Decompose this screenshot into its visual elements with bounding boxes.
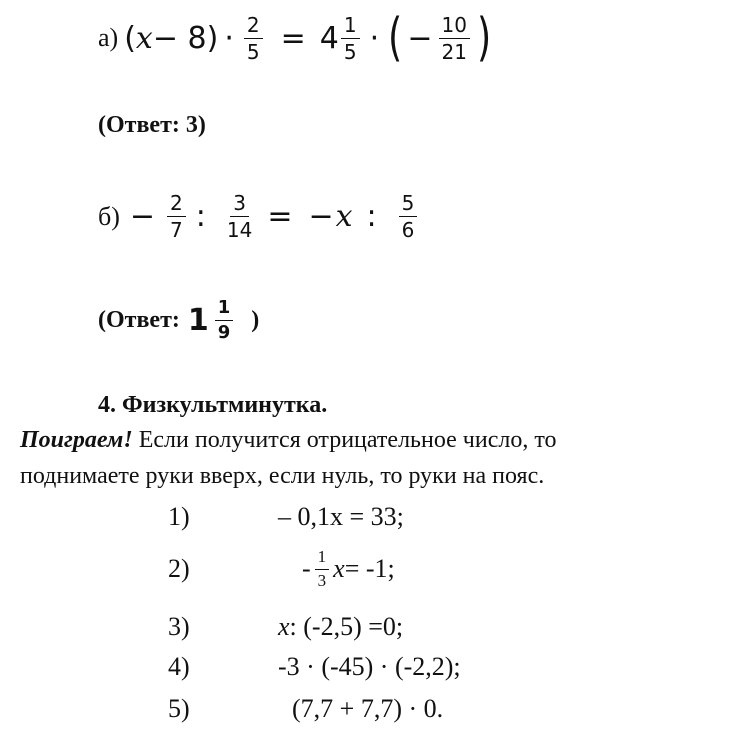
variable-x: x <box>135 20 153 56</box>
exercise-expression-rest: = -1; <box>344 554 395 584</box>
answer-a-text: (Ответ: 3) <box>98 112 206 138</box>
mixed-fraction <box>341 14 360 63</box>
fraction-denominator: 5 <box>343 39 357 64</box>
exercise-expression <box>302 548 395 590</box>
exercise-expression <box>278 652 461 682</box>
section-heading: 4. Физкультминутка. <box>98 392 328 418</box>
fraction-five-sixths <box>399 192 418 241</box>
fraction-three-fourteenths <box>224 192 255 241</box>
fraction-numerator: 2 <box>167 192 186 217</box>
fraction-two-sevenths <box>167 192 186 241</box>
exercise-expression <box>278 502 404 532</box>
colon-sign: : <box>366 199 377 234</box>
fraction-denominator: 5 <box>246 39 260 64</box>
answer-b-fraction <box>215 298 234 343</box>
exercise-expression-text: (7,7 + 7,7) · 0. <box>292 694 444 723</box>
answer-b-prefix: (Ответ: <box>98 306 180 333</box>
instructions-lead: Поиграем! <box>20 427 133 453</box>
answer-b-whole: 1 <box>187 302 209 338</box>
exercise-item-3 <box>168 612 403 642</box>
exercise-number: 2) <box>168 554 190 584</box>
answer-b-suffix: ) <box>251 306 260 333</box>
multiply-dot: · <box>369 20 380 56</box>
exercise-item-4 <box>168 652 461 682</box>
equals-sign: = <box>267 199 293 234</box>
equation-a-label: а) <box>98 23 119 52</box>
fraction-denominator: 3 <box>317 570 327 590</box>
exercise-number: 1) <box>168 502 190 531</box>
exercise-minus: - <box>302 554 311 584</box>
fraction-denominator: 7 <box>170 218 183 242</box>
fraction-one-third <box>315 548 330 590</box>
variable-x: x <box>278 612 290 641</box>
fraction-numerator: 1 <box>215 298 234 321</box>
answer-a <box>98 112 206 139</box>
fraction-numerator: 10 <box>439 14 470 39</box>
big-open-paren: ( <box>388 8 403 68</box>
equation-b <box>98 192 421 241</box>
fraction-denominator: 6 <box>401 218 415 242</box>
equation-b-label: б) <box>98 201 120 231</box>
exercise-number: 3) <box>168 612 190 641</box>
fraction-numerator: 1 <box>315 548 330 570</box>
exercise-expression <box>292 694 443 724</box>
mixed-whole: 4 <box>319 20 339 56</box>
fraction-denominator: 9 <box>217 321 231 343</box>
fraction-ten-twentyoneths <box>439 14 470 63</box>
fraction-numerator: 2 <box>244 14 263 39</box>
exercise-item-1 <box>168 502 404 532</box>
minus-sign: − <box>407 20 433 56</box>
fraction-denominator: 21 <box>441 39 467 64</box>
variable-x: x <box>335 199 353 234</box>
exercise-item-2 <box>168 548 395 590</box>
minus-sign: − <box>129 199 156 234</box>
exercise-expression-text: -3 · (-45) · (-2,2); <box>278 652 461 681</box>
open-paren: ( <box>124 20 136 56</box>
instructions-line1: Если получится отрицательное число, то <box>132 427 557 453</box>
equals-sign: = <box>280 20 306 56</box>
fraction-numerator: 1 <box>341 14 360 39</box>
minus-sign: − <box>308 199 334 234</box>
instructions-line2: поднимаете руки вверх, если нуль, то руки на пояс. <box>20 463 545 489</box>
exercise-item-5 <box>168 694 443 724</box>
multiply-dot: · <box>224 20 234 56</box>
equation-a <box>98 8 494 68</box>
exercise-expression <box>278 612 403 642</box>
exercise-number: 4) <box>168 652 190 681</box>
minus-eight: − 8) <box>152 20 219 56</box>
exercise-expression-text: : (-2,5) =0; <box>289 612 404 641</box>
instructions-paragraph <box>20 422 750 494</box>
fraction-two-fifths <box>244 14 263 63</box>
answer-b <box>98 298 259 343</box>
fraction-numerator: 3 <box>230 192 249 217</box>
variable-x: x <box>333 554 345 584</box>
fraction-denominator: 14 <box>226 218 253 242</box>
big-close-paren: ) <box>477 8 492 68</box>
colon-sign: : <box>195 199 206 234</box>
exercise-number: 5) <box>168 694 190 723</box>
exercise-expression-text: – 0,1x = 33; <box>278 502 404 531</box>
fraction-numerator: 5 <box>399 192 418 217</box>
